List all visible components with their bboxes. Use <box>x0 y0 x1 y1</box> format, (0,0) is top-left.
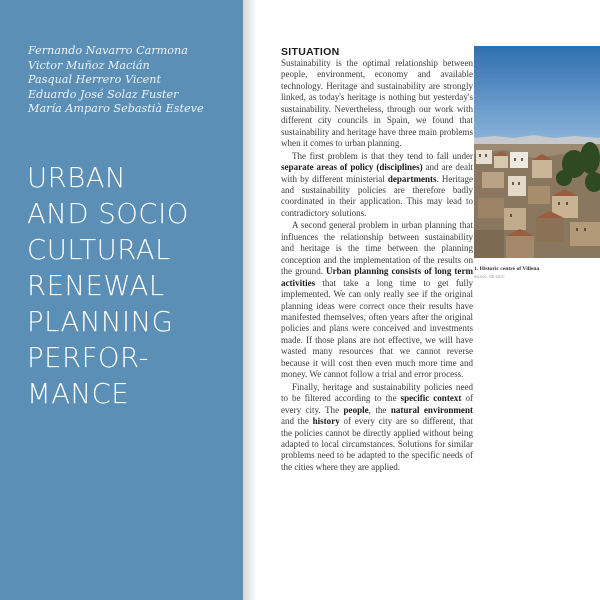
text-run: , the <box>368 404 391 415</box>
content-panel <box>257 0 600 600</box>
text-run: . Heritage and sustainability policies are therefore badly coordinated in their application. This may lead to contradictory solutions. <box>281 173 473 218</box>
paragraph <box>281 382 473 474</box>
author-name: María Amparo Sebastià Esteve <box>28 102 204 116</box>
emphasis: departments <box>387 173 437 184</box>
townscape-photo <box>474 46 600 258</box>
author-list <box>28 44 238 117</box>
paragraph <box>281 220 473 380</box>
sky <box>474 46 600 146</box>
page-gutter <box>243 0 257 600</box>
title-panel <box>0 0 243 600</box>
text-run: of every city. The <box>281 393 473 415</box>
title-line: PERFOR- <box>27 342 149 374</box>
figure-caption: 1. Historic centre of Villena <box>474 266 540 272</box>
author-name: Fernando Navarro Carmona <box>28 44 188 57</box>
text-run: that take a long time to get fully implemented. We can only really see if the original planning ideas were correct once their results have manifested themselves, often years after the original policies and plans were conceived and investments made. If those plans are not effective, we will have wasted many resources that we cannot reverse because it will cost then even much more time and money. We cannot follow a trial and error process. <box>281 277 473 380</box>
paragraph: Sustainability is the optimal relationship between people, environment, economy and available technology. Heritage and sustainability are strongly linked, as today's heritage is nothing but yesterday's sustainability. Nevertheless, through our work with different city councils in Spain, we found that sustainability and heritage have three main problems when it comes to urban planning. <box>281 58 473 149</box>
emphasis: specific context <box>400 393 462 404</box>
section-heading: SITUATION <box>281 46 340 58</box>
photo-illustration <box>474 46 600 258</box>
photo-credit: source: AE-UCC <box>474 274 505 279</box>
emphasis: history <box>312 416 340 427</box>
title-line: RENEWAL <box>27 270 165 302</box>
article-title <box>27 160 237 412</box>
text-run: The first problem is that they tend to fall under <box>292 150 473 161</box>
body-text <box>281 58 473 473</box>
text-run: and are dealt with by different ministerial <box>281 162 473 184</box>
text-run: of every city are so different, that the policies cannot be directly applied without being adapted to local circumstances. Solutions for similar problems need to be adapted to the specific needs of the cities where they are applied. <box>281 416 473 472</box>
title-line: PLANNING <box>27 306 174 338</box>
author-name: Victor Muñoz Macián <box>28 58 150 72</box>
text-run: Finally, heritage and sustainability policies need to be filtered according to the <box>281 381 473 404</box>
emphasis: Urban planning consists of long term activities <box>281 266 473 288</box>
title-line: AND SOCIO <box>27 198 189 230</box>
title-line: URBAN <box>27 162 127 194</box>
title-line: MANCE <box>27 378 130 410</box>
emphasis: separate areas of policy (disciplines) <box>281 162 423 173</box>
text-run: and the <box>281 416 313 427</box>
author-name: Eduardo José Solaz Fuster <box>28 87 179 101</box>
paragraph <box>281 151 473 220</box>
text-run: A second general problem in urban planning that influences the relationship between sustainability and heritage is the time between the planning conception and the implementation of the results on the ground. <box>281 220 473 277</box>
emphasis: natural environment <box>390 404 473 415</box>
author-name: Pasqual Herrero Vicent <box>28 73 161 87</box>
emphasis: people <box>343 404 369 415</box>
title-line: CULTURAL <box>27 234 171 266</box>
